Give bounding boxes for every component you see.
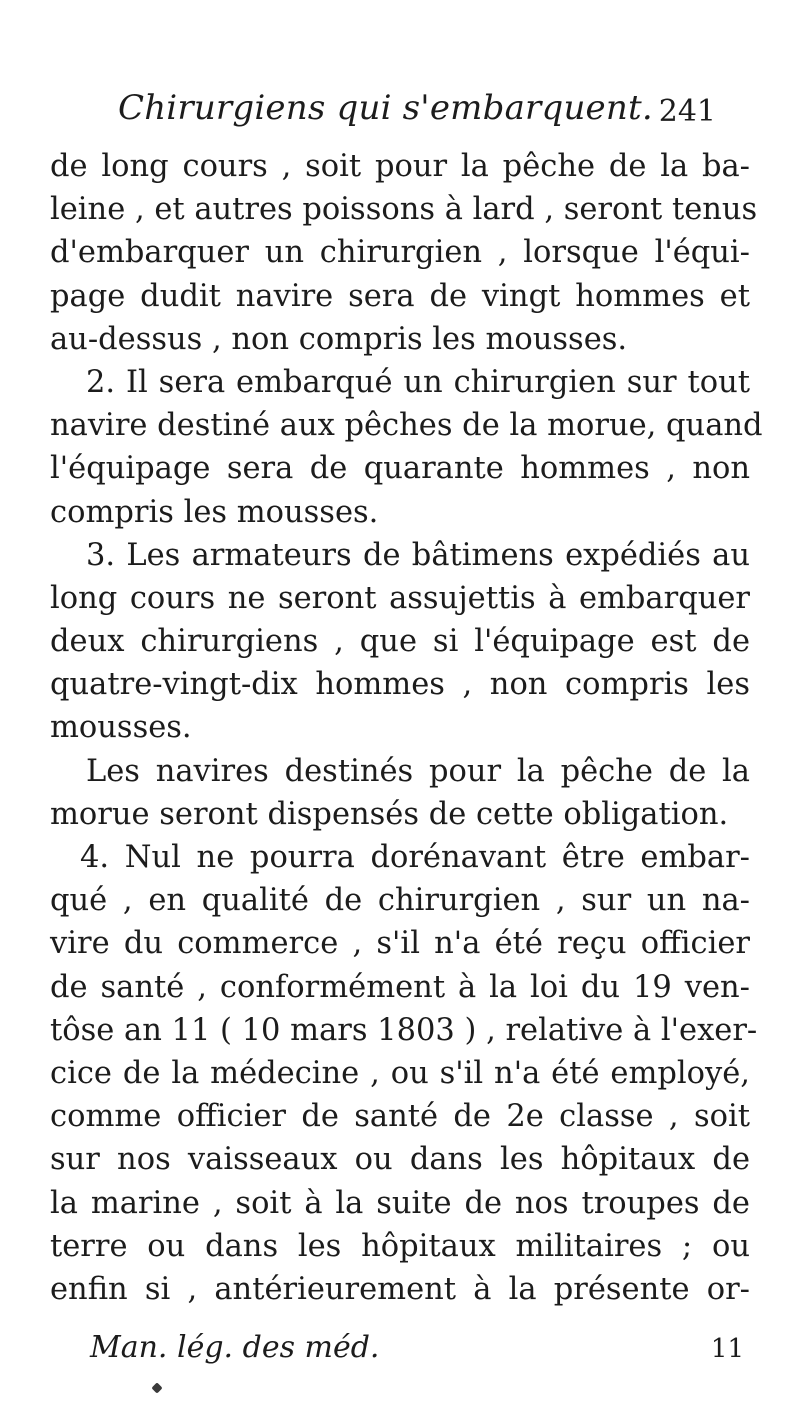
paragraph-start: Les navires destinés pour la pêche de la: [86, 753, 750, 789]
ink-mark: [151, 1382, 162, 1393]
text-line: navire destiné aux pêches de la morue, quand: [50, 408, 763, 444]
text-line: la marine , soit à la suite de nos troupes de: [50, 1185, 750, 1221]
text-line: comme officier de santé de 2e classe , soit: [50, 1099, 750, 1135]
signature-title: Man. lég. des méd.: [90, 1330, 380, 1365]
text-line: terre ou dans les hôpitaux militaires ; ou: [50, 1228, 750, 1264]
text-line: quatre-vingt-dix hommes , non compris les: [50, 667, 750, 703]
text-line: de santé , conformément à la loi du 19 ven-: [50, 969, 750, 1005]
article-2-start: 2. Il sera embarqué un chirurgien sur tout: [86, 364, 750, 400]
running-header: [100, 88, 716, 138]
text-line: l'équipage sera de quarante hommes , non: [50, 451, 750, 487]
page-number: 241: [658, 94, 716, 129]
article-4-start: 4. Nul ne pourra dorénavant être embar-: [80, 840, 750, 875]
body-text: [50, 145, 763, 1311]
text-line: au-dessus , non compris les mousses.: [50, 321, 628, 357]
text-line: mousses.: [50, 710, 192, 746]
text-line: d'embarquer un chirurgien , lorsque l'équi-: [50, 235, 750, 271]
text-line: morue seront dispensés de cette obligation.: [50, 796, 729, 832]
text-line: deux chirurgiens , que si l'équipage est de: [50, 624, 750, 660]
signature-number: 11: [710, 1334, 744, 1364]
text-line: sur nos vaisseaux ou dans les hôpitaux de: [50, 1142, 750, 1178]
text-line: qué , en qualité de chirurgien , sur un na-: [50, 883, 750, 919]
text-line: tôse an 11 ( 10 mars 1803 ) , relative à l'exer-: [50, 1012, 758, 1048]
text-line: leine , et autres poissons à lard , seront tenus: [50, 192, 758, 228]
text-line: long cours ne seront assujettis à embarquer: [50, 580, 750, 616]
running-title: Chirurgiens qui s'embarquent.: [118, 88, 653, 128]
article-3-start: 3. Les armateurs de bâtimens expédiés au: [86, 537, 750, 573]
text-line: page dudit navire sera de vingt hommes et: [50, 278, 750, 314]
text-line: compris les mousses.: [50, 494, 379, 530]
text-line: enfin si , antérieurement à la présente or-: [50, 1271, 750, 1307]
text-line: vire du commerce , s'il n'a été reçu officier: [50, 926, 750, 962]
text-line: de long cours , soit pour la pêche de la ba-: [50, 149, 750, 184]
text-line: cice de la médecine , ou s'il n'a été employé,: [50, 1055, 750, 1091]
printer-signature: [50, 1330, 750, 1370]
